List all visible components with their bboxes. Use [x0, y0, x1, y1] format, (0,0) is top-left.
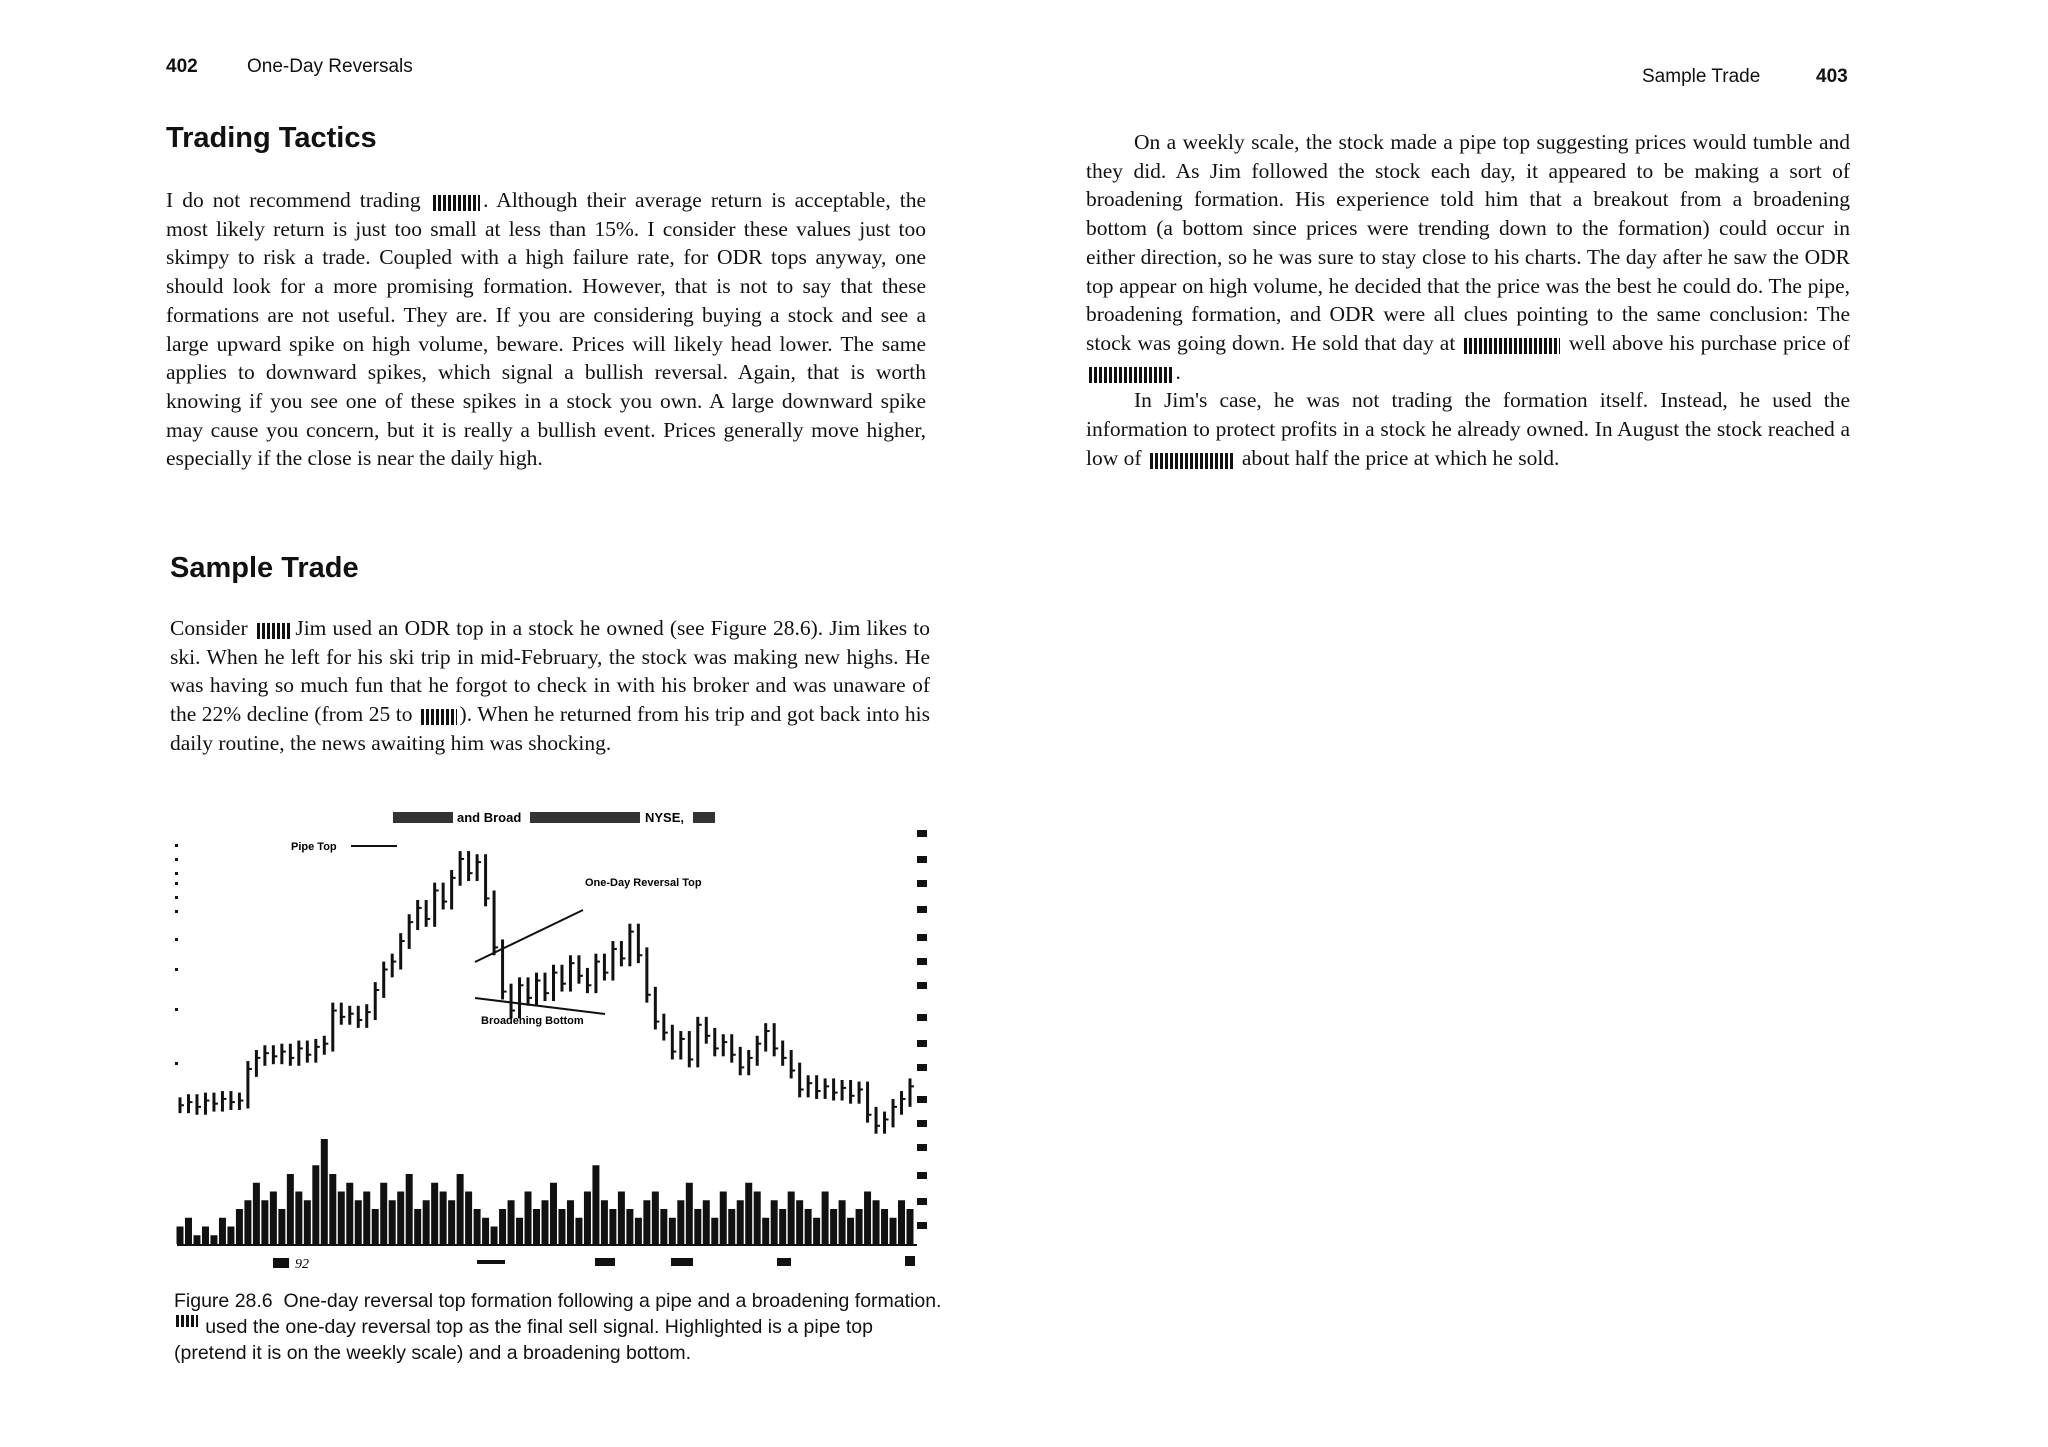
volume-bar [261, 1200, 268, 1244]
volume-bar [525, 1192, 532, 1245]
volume-bar [575, 1218, 582, 1244]
axis-tick [175, 968, 178, 971]
annotation-label: Broadening Bottom [481, 1015, 584, 1027]
axis-tick [175, 938, 178, 941]
volume-bar [372, 1209, 379, 1244]
title-text-nyse: NYSE, [645, 810, 685, 825]
heading-trading-tactics: Trading Tactics [166, 122, 377, 154]
left-page [0, 0, 1020, 1447]
volume-bar [813, 1218, 820, 1244]
volume-bar [898, 1200, 905, 1244]
volume-bar [355, 1200, 362, 1244]
redacted-text [433, 195, 480, 211]
volume-bar [448, 1200, 455, 1244]
text-run: I do not recommend trading [166, 188, 421, 212]
text-run: about half the price at which he sold. [1241, 445, 1560, 470]
volume-bar [236, 1209, 243, 1244]
volume-bar [830, 1209, 837, 1244]
axis-tick [175, 844, 178, 847]
redacted-price-label [917, 856, 927, 863]
volume-bar [703, 1200, 710, 1244]
volume-bar [389, 1200, 396, 1244]
redacted-text [1150, 453, 1234, 469]
price-series [180, 851, 914, 1134]
redacted-month-label [477, 1260, 505, 1264]
x-axis-labels [273, 1256, 915, 1272]
volume-bar [491, 1227, 498, 1245]
volume-bar [660, 1209, 667, 1244]
volume-bar [457, 1174, 464, 1244]
volume-bar [609, 1209, 616, 1244]
redacted-text [257, 623, 293, 639]
volume-bar [737, 1200, 744, 1244]
running-head-left: One-Day Reversals [247, 56, 413, 77]
right-page [1024, 0, 2048, 1447]
volume-bar [618, 1192, 625, 1245]
volume-bar [219, 1218, 226, 1244]
running-head-right: Sample Trade [1642, 66, 1761, 87]
volume-bar [686, 1183, 693, 1244]
title-text-and-broad: and Broad [457, 810, 522, 825]
volume-bar [185, 1218, 192, 1244]
volume-bar [295, 1192, 302, 1245]
axis-tick [175, 858, 178, 861]
volume-bar [635, 1218, 642, 1244]
redacted-price-label [917, 1040, 927, 1047]
redacted-price-label [917, 1172, 927, 1179]
redacted-month-label [273, 1258, 289, 1268]
axis-tick [175, 910, 178, 913]
volume-bar [321, 1139, 328, 1244]
volume-bar [202, 1227, 209, 1245]
volume-bar [406, 1174, 413, 1244]
figure-caption [174, 1288, 944, 1366]
redacted-price-label [917, 1120, 927, 1127]
annotation-pipe-top [291, 841, 397, 853]
annotation-label: Pipe Top [291, 841, 337, 853]
volume-bar [270, 1192, 277, 1245]
volume-bar [643, 1200, 650, 1244]
text-run: . Although their average return is acceptable, the most likely return is just too small at less than 15%. I consider these values just too skimpy to risk a trade. Coupled with a high failure rate, for ODR tops anyway, one should look for a more promising formation. However, that is not to say that these formations are not useful. They are. If you are considering buying a stock and see a large upward spike on high volume, beware. Prices will likely head lower. The same applies to downward spikes, which signal a bullish reversal. Again, that is worth knowing if you see one of these spikes in a stock you own. A large downward spike may cause you concern, but it is really a bullish event. Prices generally move higher, especially if the close is near the daily high. [166, 188, 926, 471]
volume-bar [788, 1192, 795, 1245]
caption-label: Figure 28.6 [174, 1290, 273, 1312]
text-run: . [1175, 359, 1181, 384]
volume-bar [601, 1200, 608, 1244]
left-axis-ticks [175, 844, 178, 1065]
axis-tick [175, 872, 178, 875]
volume-bar [287, 1174, 294, 1244]
volume-bar [907, 1209, 914, 1244]
page-number-right: 403 [1816, 66, 1848, 87]
volume-bar [533, 1209, 540, 1244]
right-page-body [1086, 128, 1850, 472]
volume-bar [881, 1209, 888, 1244]
redacted-price-label [917, 1198, 927, 1205]
volume-series [177, 1139, 914, 1244]
volume-bar [414, 1209, 421, 1244]
heading-sample-trade: Sample Trade [170, 552, 359, 584]
volume-bar [720, 1192, 727, 1245]
volume-bar [227, 1227, 234, 1245]
volume-bar [499, 1209, 506, 1244]
volume-bar [864, 1192, 871, 1245]
volume-bar [847, 1218, 854, 1244]
volume-bar [278, 1209, 285, 1244]
volume-bar [669, 1218, 676, 1244]
redacted-price-label [917, 958, 927, 965]
redacted-price-label [917, 1144, 927, 1151]
redacted-price-label [917, 830, 927, 837]
axis-tick [175, 1062, 178, 1065]
page-number-left: 402 [166, 56, 198, 77]
text-run: On a weekly scale, the stock made a pipe top suggesting prices would tumble and they did. As Jim followed the stock each day, it appeared to be making a sort of broadening formation. His experience told him that a breakout from a broadening bottom (a bottom since prices were trending down to the formation) could occur in either direction, so he was sure to stay close to his charts. The day after he saw the ODR top appear on high volume, he decided that the price was the best he could do. The pipe, broadening formation, and ODR were all clues pointing to the same conclusion: The stock was going down. He sold that day at [1086, 130, 1850, 355]
volume-bar [711, 1218, 718, 1244]
redacted-price-label [917, 880, 927, 887]
volume-bar [177, 1227, 184, 1245]
redacted-text [1089, 367, 1173, 383]
volume-bar [397, 1192, 404, 1245]
paragraph [1086, 386, 1850, 472]
chart-title [393, 810, 715, 825]
volume-bar [652, 1192, 659, 1245]
text-run: Consider [170, 616, 248, 640]
text-run: ). When he returned from his trip and got back into his daily routine, the news awaiting him was shocking. [170, 702, 930, 755]
redacted-title-part [693, 812, 715, 823]
text-run: Jim used an ODR top in a stock he owned (see Figure 28.6). Jim likes to ski. When he left for his ski trip in mid-February, the stock was making new highs. He was having so much fun that he forgot to check in with his broker and was unaware of the 22% decline (from 25 to [170, 616, 930, 727]
volume-bar [822, 1192, 829, 1245]
redacted-month-label [671, 1258, 693, 1266]
redacted-title-part [530, 812, 640, 823]
volume-bar [890, 1218, 897, 1244]
volume-bar [839, 1200, 846, 1244]
redacted-title-part [393, 812, 453, 823]
volume-bar [567, 1200, 574, 1244]
volume-bar [745, 1183, 752, 1244]
volume-bar [550, 1183, 557, 1244]
volume-bar [304, 1200, 311, 1244]
axis-tick [175, 1008, 178, 1011]
volume-bar [329, 1174, 336, 1244]
volume-bar [592, 1165, 599, 1244]
volume-bar [873, 1200, 880, 1244]
paragraph [170, 614, 930, 758]
broadening-upper-line [475, 910, 583, 962]
volume-bar [584, 1192, 591, 1245]
text-run: In Jim's case, he was not trading the formation itself. Instead, he used the information to protect profits in a stock he already owned. In August the stock reached a low of [1086, 388, 1850, 470]
x-axis-year-label: 92 [295, 1257, 309, 1272]
volume-bar [558, 1209, 565, 1244]
caption-text: used the one-day reversal top as the final sell signal. Highlighted is a pipe top (pretend it is on the weekly scale) and a broadening bottom. [174, 1316, 873, 1364]
redacted-month-label [595, 1258, 615, 1266]
volume-bar [244, 1200, 251, 1244]
volume-bar [508, 1200, 515, 1244]
redacted-text [421, 709, 457, 725]
redacted-price-label [917, 1014, 927, 1021]
redacted-text [1464, 338, 1559, 354]
text-run: well above his purchase price of [1568, 330, 1851, 355]
axis-tick [175, 896, 178, 899]
axis-tick [175, 882, 178, 885]
paragraph [166, 186, 926, 473]
volume-bar [338, 1192, 345, 1245]
redacted-month-label [905, 1256, 915, 1266]
redacted-price-label [917, 982, 927, 989]
sample-trade-body [170, 614, 930, 758]
volume-bar [779, 1209, 786, 1244]
volume-bar [380, 1183, 387, 1244]
figure-chart [165, 800, 945, 1280]
right-axis-labels [917, 830, 927, 1229]
volume-bar [431, 1183, 438, 1244]
redacted-text [176, 1315, 198, 1327]
redacted-price-label [917, 906, 927, 913]
volume-bar [346, 1183, 353, 1244]
trading-tactics-body [166, 186, 926, 473]
volume-bar [482, 1218, 489, 1244]
volume-bar [626, 1209, 633, 1244]
redacted-price-label [917, 1096, 927, 1103]
volume-bar [728, 1209, 735, 1244]
volume-bar [253, 1183, 260, 1244]
volume-bar [312, 1165, 319, 1244]
redacted-price-label [917, 1064, 927, 1071]
volume-bar [363, 1192, 370, 1245]
volume-bar [771, 1200, 778, 1244]
paragraph [1086, 128, 1850, 386]
volume-bar [193, 1235, 200, 1244]
volume-bar [423, 1200, 430, 1244]
volume-bar [474, 1209, 481, 1244]
volume-bar [516, 1218, 523, 1244]
volume-bar [805, 1209, 812, 1244]
volume-bar [677, 1200, 684, 1244]
redacted-price-label [917, 1222, 927, 1229]
caption-text: One-day reversal top formation following a pipe and a broadening formation. [283, 1290, 942, 1312]
volume-bar [465, 1192, 472, 1245]
volume-bar [694, 1209, 701, 1244]
volume-bar [796, 1200, 803, 1244]
volume-bar [762, 1218, 769, 1244]
redacted-month-label [777, 1258, 791, 1266]
volume-bar [210, 1235, 217, 1244]
annotation-odr-top [585, 877, 702, 889]
redacted-price-label [917, 934, 927, 941]
volume-bar [754, 1192, 761, 1245]
volume-bar [856, 1209, 863, 1244]
broadening-lower-line [475, 998, 605, 1014]
volume-bar [440, 1192, 447, 1245]
volume-bar [542, 1200, 549, 1244]
annotation-label: One-Day Reversal Top [585, 877, 702, 889]
